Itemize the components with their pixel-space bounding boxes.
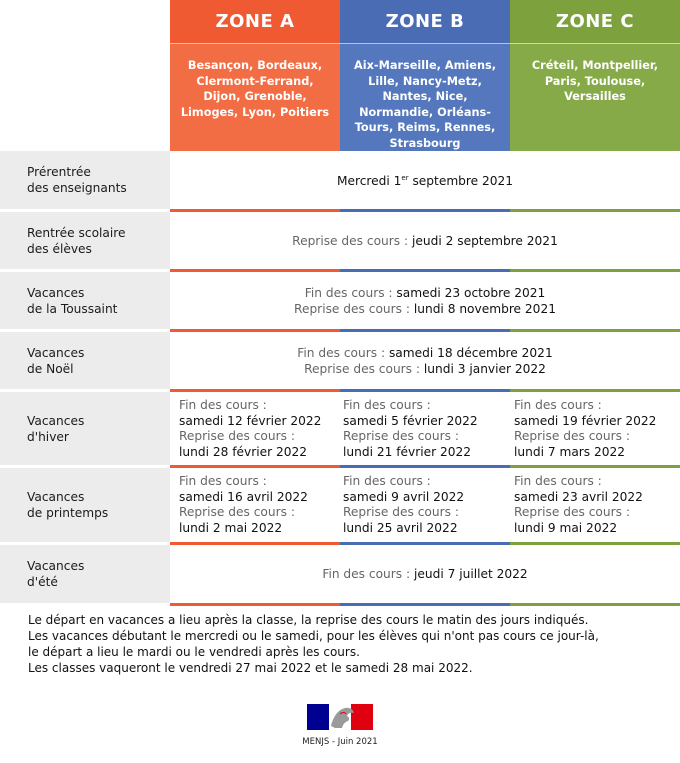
fin-label: Fin des cours :: [297, 345, 389, 360]
row-label-line2: des enseignants: [27, 181, 127, 195]
zone-a-divider: [170, 603, 340, 606]
zone-b-cities: Aix-Marseille, Amiens, Lille, Nancy-Metz, Nantes, Nice, Normandie, Orléans-Tours, Reims, Rennes, Strasbourg: [340, 44, 510, 151]
reprise-label: Reprise des cours :: [294, 301, 414, 316]
fin-date: samedi 12 février 2022: [179, 413, 322, 428]
row-label-line1: Vacances: [27, 559, 85, 573]
row-body-ete: [170, 545, 680, 603]
row-label-hiver: [0, 392, 170, 465]
credit-text: MENJS - Juin 2021: [302, 737, 378, 747]
reprise-label: Reprise des cours :: [179, 505, 295, 519]
fin-label: Fin des cours :: [322, 567, 414, 581]
marianne-logo-icon: [307, 704, 373, 730]
row-label-line1: Vacances: [27, 490, 85, 504]
reprise-date: lundi 2 mai 2022: [179, 520, 283, 535]
reprise-date: lundi 8 novembre 2021: [413, 301, 556, 316]
row-label-printemps: [0, 468, 170, 542]
fin-date: samedi 16 avril 2022: [179, 489, 308, 504]
footnote-line: Le départ en vacances a lieu après la classe, la reprise des cours le matin des jours indiqués.: [28, 613, 589, 627]
row-body-prerentree: [170, 151, 680, 209]
printemps-zone-c-cell: [514, 468, 679, 542]
row-label-rentree: [0, 212, 170, 269]
reprise-label: Reprise des cours :: [343, 429, 459, 443]
row-label-noel: [0, 332, 170, 389]
fin-label: Fin des cours :: [304, 285, 397, 300]
zone-c-cities: Créteil, Montpellier, Paris, Toulouse, Versailles: [510, 44, 680, 151]
row-label-line2: des élèves: [27, 241, 92, 256]
zone-c-header: ZONE C: [510, 0, 680, 44]
printemps-zone-a-cell: [179, 468, 339, 542]
reprise-date: lundi 7 mars 2022: [514, 444, 626, 459]
footnotes: [28, 612, 668, 676]
zone-a-header: ZONE A: [170, 0, 340, 44]
zone-b-divider: [340, 603, 510, 606]
row-label-line1: Vacances: [27, 413, 85, 428]
reprise-label: Reprise des cours :: [304, 361, 424, 376]
zone-c-divider: [510, 603, 680, 606]
hiver-zone-c-cell: [514, 392, 679, 465]
reprise-date: lundi 3 janvier 2022: [423, 361, 546, 376]
reprise-date: lundi 9 mai 2022: [514, 520, 618, 535]
zone-b-header: ZONE B: [340, 0, 510, 44]
fin-label: Fin des cours :: [179, 474, 267, 488]
row-body-rentree: [170, 212, 680, 269]
row-label-line2: d'été: [27, 575, 58, 589]
footnote-line: Les classes vaqueront le vendredi 27 mai 2022 et le samedi 28 mai 2022.: [28, 661, 473, 675]
noel-fin: [297, 345, 552, 361]
fin-label: Fin des cours :: [514, 474, 602, 488]
row-label-prerentree: [0, 151, 170, 209]
fin-date: samedi 9 avril 2022: [343, 489, 465, 504]
row-label-line2: d'hiver: [27, 429, 69, 444]
zone-a-cities: Besançon, Bordeaux, Clermont-Ferrand, Dijon, Grenoble, Limoges, Lyon, Poitiers: [170, 44, 340, 151]
fin-date: samedi 23 octobre 2021: [396, 285, 546, 300]
fin-date: samedi 5 février 2022: [343, 413, 478, 428]
reprise-label: Reprise des cours :: [514, 505, 630, 519]
rentree-reprise: [292, 233, 558, 249]
prerentree-date-sup: er: [401, 174, 409, 183]
reprise-date: lundi 21 février 2022: [343, 444, 472, 459]
fin-date: samedi 23 avril 2022: [514, 489, 643, 504]
row-label-line2: de la Toussaint: [27, 301, 118, 316]
reprise-label: Reprise des cours :: [179, 429, 295, 443]
toussaint-fin: [305, 285, 546, 301]
toussaint-reprise: [294, 301, 556, 317]
row-label-line1: Rentrée scolaire: [27, 225, 126, 240]
row-body-noel: [170, 332, 680, 389]
row-body-toussaint: [170, 272, 680, 329]
ete-fin: [322, 566, 527, 582]
row-label-line1: Prérentrée: [27, 165, 91, 179]
prerentree-date: [337, 170, 513, 189]
fin-date: samedi 19 février 2022: [514, 413, 657, 428]
row-label-line2: de printemps: [27, 506, 109, 520]
fin-date: samedi 18 décembre 2021: [388, 345, 553, 360]
hiver-zone-a-cell: [179, 392, 339, 465]
reprise-date: lundi 28 février 2022: [179, 444, 308, 459]
reprise-label: Reprise des cours :: [514, 429, 630, 443]
reprise-date: lundi 25 avril 2022: [343, 520, 458, 535]
fin-label: Fin des cours :: [179, 398, 267, 412]
reprise-label: Reprise des cours :: [292, 233, 412, 248]
reprise-label: Reprise des cours :: [343, 505, 459, 519]
reprise-date: jeudi 2 septembre 2021: [411, 233, 558, 248]
footnote-line: le départ a lieu le mardi ou le vendredi après les cours.: [28, 645, 360, 659]
row-label-line1: Vacances: [27, 285, 85, 300]
fin-date: jeudi 7 juillet 2022: [414, 567, 528, 581]
printemps-zone-b-cell: [343, 468, 508, 542]
row-label-toussaint: [0, 272, 170, 329]
fin-label: Fin des cours :: [343, 474, 431, 488]
prerentree-date-pre: Mercredi 1: [336, 174, 402, 189]
row-label-line2: de Noël: [27, 361, 74, 376]
prerentree-date-post: septembre 2021: [408, 174, 514, 189]
fin-label: Fin des cours :: [343, 398, 431, 412]
fin-label: Fin des cours :: [514, 398, 602, 412]
row-label-line1: Vacances: [27, 345, 85, 360]
footnote-line: Les vacances débutant le mercredi ou le samedi, pour les élèves qui n'ont pas cours ce jour-là,: [28, 629, 599, 643]
row-label-ete: [0, 545, 170, 603]
noel-reprise: [304, 361, 546, 377]
hiver-zone-b-cell: [343, 392, 508, 465]
